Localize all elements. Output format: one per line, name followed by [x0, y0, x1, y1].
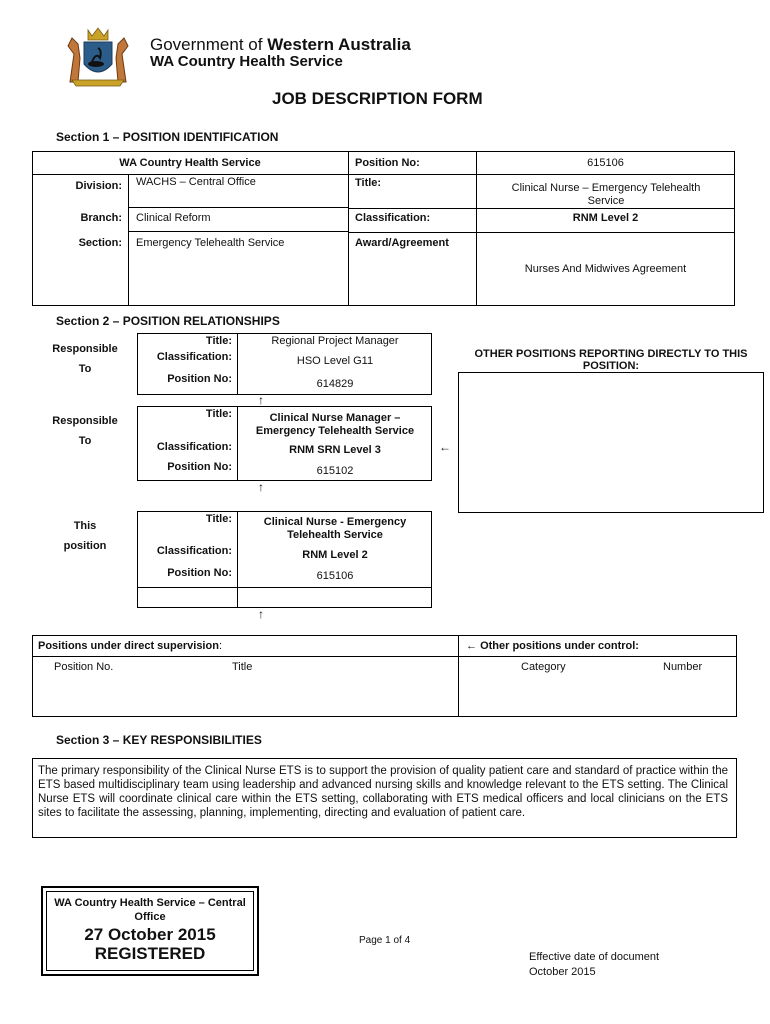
box3-classification: RNM Level 2 — [302, 549, 368, 561]
box2-classification-label: Classification: — [156, 441, 232, 453]
box1-position-no: 614829 — [316, 378, 354, 390]
section2-heading: Section 2 – POSITION RELATIONSHIPS — [56, 314, 280, 328]
section3-heading: Section 3 – KEY RESPONSIBILITIES — [56, 733, 262, 747]
box2-title-label: Title: — [205, 408, 232, 420]
arrow-up-3: ↑ — [258, 607, 264, 621]
box3-position-no: 615106 — [316, 570, 354, 582]
title-value: Clinical Nurse – Emergency Telehealth Service — [511, 182, 701, 207]
arrow-up-1: ↑ — [258, 393, 264, 407]
col-category: Category — [521, 661, 566, 673]
col-position-no: Position No. — [54, 661, 114, 673]
box1-position-no-label: Position No: — [167, 373, 232, 385]
box1-classification-label: Classification: — [156, 351, 232, 363]
stamp-date: 27 October 2015 — [84, 925, 216, 944]
classification-label: Classification: — [355, 212, 431, 224]
classification-value: RNM Level 2 — [572, 212, 639, 224]
box2-classification: RNM SRN Level 3 — [289, 444, 381, 456]
box1-title-label: Title: — [205, 335, 232, 347]
box2-position-no-label: Position No: — [167, 461, 232, 473]
other-positions-box — [458, 372, 764, 513]
other-control-label: ← Other positions under control: — [466, 640, 639, 652]
award-label: Award/Agreement — [355, 237, 449, 249]
division-value: WACHS – Central Office — [136, 176, 256, 188]
box1-classification: HSO Level G11 — [296, 355, 374, 367]
this-position-label: This position — [63, 520, 107, 552]
responsible-label-2: Responsible To — [52, 415, 118, 447]
effective-date: October 2015 — [529, 966, 596, 978]
division-label: Division: — [75, 180, 122, 192]
col-title: Title — [232, 661, 253, 673]
government-title: Government of Western Australia — [150, 35, 411, 54]
form-title: JOB DESCRIPTION FORM — [272, 89, 483, 108]
position-no-value: 615106 — [587, 157, 624, 169]
other-positions-heading: OTHER POSITIONS REPORTING DIRECTLY TO THIS POSITION: — [474, 348, 748, 372]
box2-position-no: 615102 — [316, 465, 354, 477]
position-no-label: Position No: — [355, 157, 420, 169]
branch-label: Branch: — [80, 212, 122, 224]
box3-title: Clinical Nurse - Emergency Telehealth Service — [263, 516, 407, 541]
direct-supervision-label: Positions under direct supervision: — [38, 640, 222, 652]
org-name: WA Country Health Service — [119, 157, 261, 169]
page-number: Page 1 of 4 — [359, 935, 411, 946]
section1-heading: Section 1 – POSITION IDENTIFICATION — [56, 130, 279, 144]
arrow-up-2: ↑ — [258, 480, 264, 494]
org-title: WA Country Health Service — [150, 53, 343, 70]
stamp-office: WA Country Health Service – Central Office — [54, 897, 246, 923]
crest-logo — [58, 24, 138, 88]
box2-title: Clinical Nurse Manager – Emergency Telehealth Service — [255, 412, 415, 437]
stamp-status: REGISTERED — [94, 944, 206, 963]
effective-label: Effective date of document — [529, 951, 660, 963]
box1-title: Regional Project Manager — [271, 335, 399, 347]
title-label: Title: — [355, 177, 382, 189]
arrow-left-icon: ← — [466, 640, 477, 652]
award-value: Nurses And Midwives Agreement — [524, 263, 687, 275]
responsible-label-1: Responsible To — [52, 343, 118, 375]
branch-value: Clinical Reform — [136, 212, 211, 224]
arrow-left-icon: ← — [439, 440, 451, 454]
section-value: Emergency Telehealth Service — [136, 237, 285, 249]
box3-classification-label: Classification: — [156, 545, 232, 557]
col-number: Number — [663, 661, 703, 673]
box3-title-label: Title: — [205, 513, 232, 525]
box3-position-no-label: Position No: — [167, 567, 232, 579]
section-label: Section: — [78, 237, 122, 249]
key-responsibilities-text: The primary responsibility of the Clinical Nurse ETS is to support the provision of quality patient care and standard of practice within the ETS based multidisciplinary team using leadership and advanced nursing skills and knowledge relevant to the ETS setting. The Clinical Nurse ETS will coordinate clinical care within the ETS setting, collaborating with ETS medical officers and local clinicians on the ETS sites to facilitate the assessing, planning, implementing, directing and evaluation of patient care. — [38, 765, 728, 819]
